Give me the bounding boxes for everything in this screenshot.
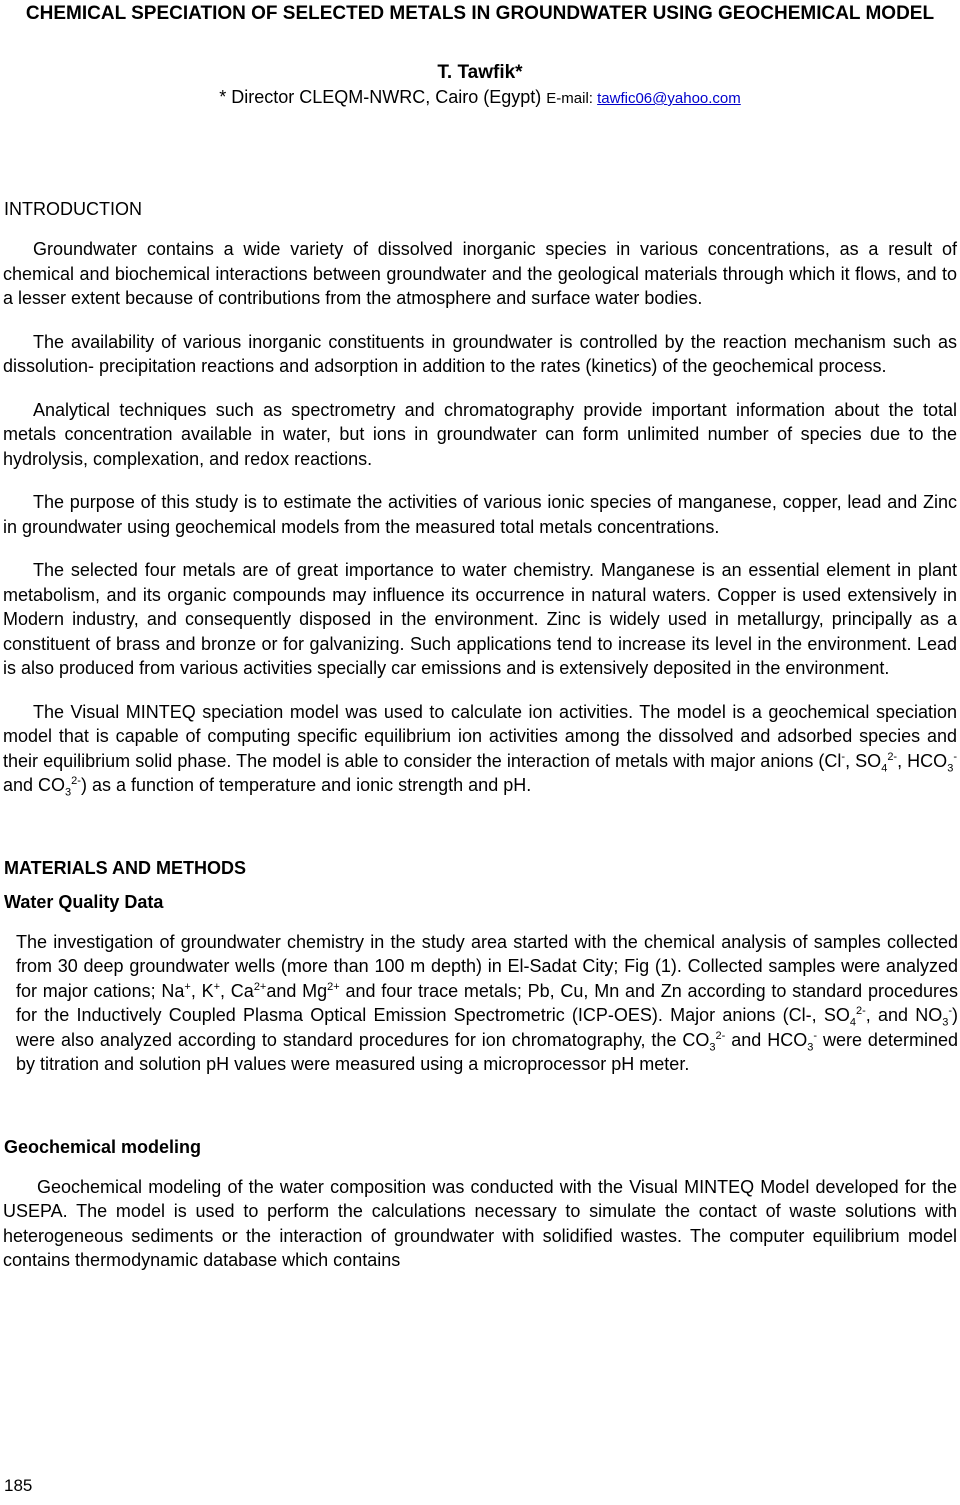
author-affiliation: [0, 85, 960, 111]
water-quality-heading: Water Quality Data: [4, 891, 164, 912]
paper-title: CHEMICAL SPECIATION OF SELECTED METALS IN GROUNDWATER USING GEOCHEMICAL MODEL: [25, 3, 935, 24]
geochemical-modeling-paragraph: Geochemical modeling of the water composition was conducted with the Visual MINTEQ Model developed for the USEPA. The model is used to perform the calculations necessary to simulate the contact of waste solutions with heterogeneous sediments or the interaction of groundwater with solidified wastes. The computer equilibrium model contains thermodynamic database which contains: [3, 1176, 957, 1270]
intro-paragraph-2: The availability of various inorganic constituents in groundwater is controlled by the reaction mechanism such as dissolution- precipitation reactions and adsorption in addition to the rates (kinetics) of the geochemical process.: [3, 331, 957, 376]
intro-paragraph-5: The selected four metals are of great importance to water chemistry. Manganese is an essential element in plant metabolism, and its organic compounds may influence its occurrence in natural waters. Copper is used extensively in Modern industry, and consequently disposed in the environment. Zinc is widely used in metallurgy, principally as a constituent of brass and bronze or for galvanizing. Such applications tend to increase its level in the environment. Lead is also produced from various activities specially car emissions and is extensively deposited in the environment.: [3, 560, 957, 678]
intro-paragraph-1: Groundwater contains a wide variety of dissolved inorganic species in various concentrations, as a result of chemical and biochemical interactions between groundwater and the geological materials through which it flows, and to a lesser extent because of contributions from the atmosphere and surface water bodies.: [3, 239, 957, 308]
page-number: 185: [4, 1476, 33, 1495]
intro-paragraph-6: The Visual MINTEQ speciation model was used to calculate ion activities. The model is a geochemical speciation model that is capable of computing specific equilibrium ion activities among the dissolved and adsorbed species and their equilibrium solid phase. The model is able to consider the interaction of metals with major anions (Cl-, $SO_4^{2-}$, $HCO_3^-$ and $CO_3^{2-}$) as a function of temperature and ionic strength and pH.: [3, 701, 957, 799]
email-label: E-mail:: [546, 90, 598, 107]
intro-paragraph-3: Analytical techniques such as spectrometry and chromatography provide important information about the total metals concentration available in water, but ions in groundwater can form unlimited number of species due to the hydrolysis, complexation, and redox reactions.: [3, 399, 957, 469]
email-link[interactable]: tawfic06@yahoo.com: [597, 90, 741, 107]
geochemical-modeling-heading: Geochemical modeling: [4, 1136, 202, 1157]
author-name: T. Tawfik*: [437, 62, 523, 83]
introduction-heading: INTRODUCTION: [4, 199, 142, 219]
intro-paragraph-4: The purpose of this study is to estimate the activities of various ionic species of manganese, copper, lead and Zinc in groundwater using geochemical models from the measured total metals concentrations.: [3, 492, 957, 537]
materials-methods-heading: MATERIALS AND METHODS: [4, 857, 246, 878]
water-quality-paragraph: The investigation of groundwater chemistry in the study area started with the chemical analysis of samples collected from 30 deep groundwater wells (more than 100 m depth) in El-Sadat City; Fig (1). Collected samples were analyzed for major cations; Na+, K+, $Ca^{2+}and$ $Mg^{2+}$ and four trace metals; Pb, Cu, Mn and Zn according to standard procedures for the Inductively Coupled Plasma Optical Emission Spectrometric (ICP-OES). Major anions (Cl-, $SO_4^{2-}$, and $NO_3^-$) were also analyzed according to standard procedures for ion chromatography, the $CO_3^{2-}$ and $HCO_3^-$ were determined by titration and solution pH values were measured using a microprocessor pH meter.: [16, 931, 959, 1074]
affiliation-text: * Director CLEQM-NWRC, Cairo (Egypt): [219, 87, 547, 107]
